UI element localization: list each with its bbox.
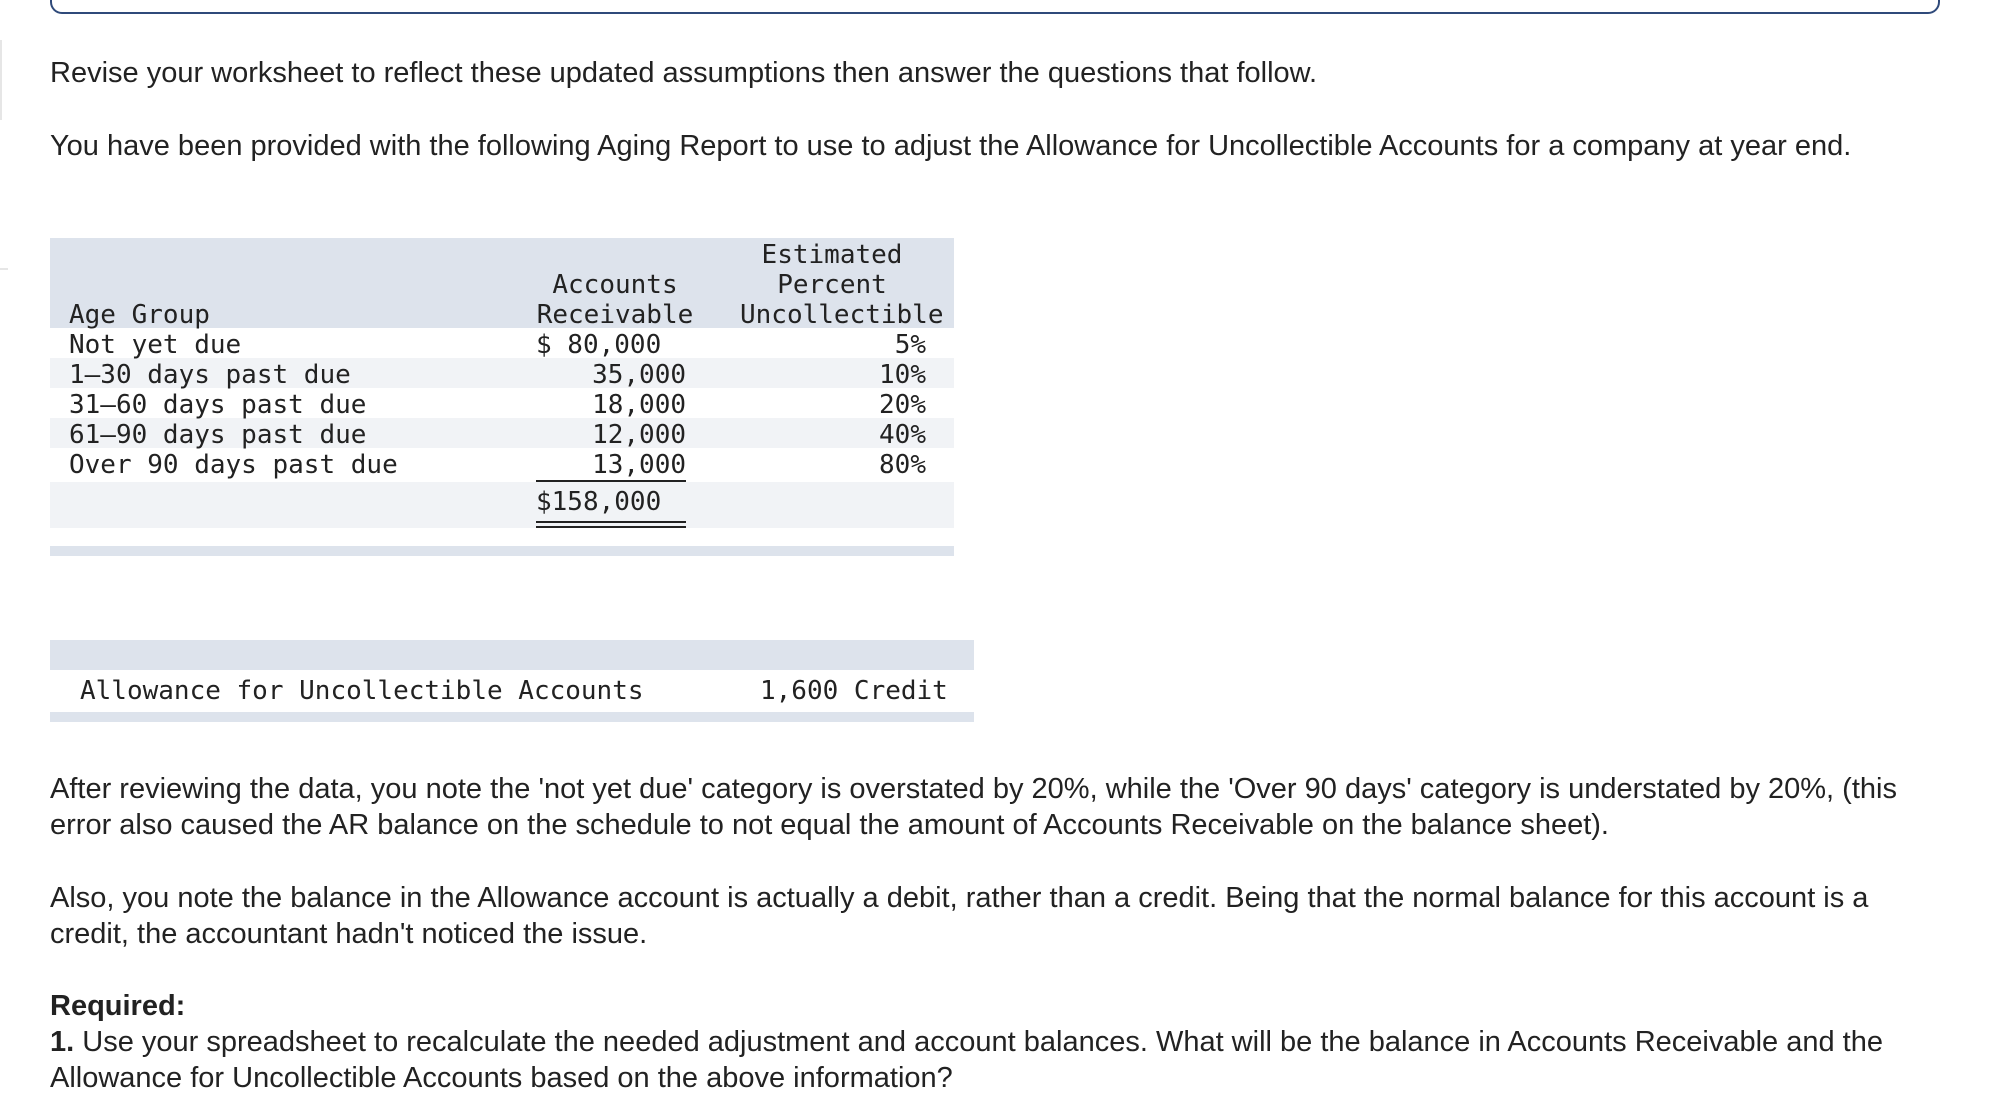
total-row-background (50, 482, 954, 528)
allowance-table (50, 640, 974, 722)
row-ar: 18,000 (592, 390, 686, 420)
row-pct: 40% (879, 420, 926, 450)
context-text: You have been provided with the following Aging Report to use to adjust the Allowance for Uncollectible Accounts for a company at year end. (50, 130, 1852, 162)
header-age-group: Age Group (69, 300, 210, 330)
row-pct: 10% (879, 360, 926, 390)
left-edge-tick (0, 268, 8, 270)
allowance-bottom-bar (50, 712, 974, 722)
header-ar-line1: Accounts (552, 270, 678, 300)
previous-panel-border (50, 0, 1940, 14)
row-age: 31–60 days past due (69, 390, 367, 420)
total-ar: $158,000 (536, 487, 662, 517)
row-ar: 35,000 (592, 360, 686, 390)
row-ar: 13,000 (592, 450, 686, 480)
header-pct-line3: Uncollectible (740, 300, 944, 330)
note-overstated-text: After reviewing the data, you note the 'not yet due' category is overstated by 20%, while the 'Over 90 days' category is understated by 20%, (this error also caused the AR balance on the schedule to not equal the amount of Accounts Receivable on the balance sheet). (50, 773, 1897, 841)
subtotal-underline (536, 480, 686, 482)
allowance-header-background (50, 640, 974, 670)
row-age: 61–90 days past due (69, 420, 367, 450)
total-double-underline (536, 521, 686, 523)
left-edge-rule (0, 40, 2, 120)
aging-report-table (50, 238, 954, 528)
question-text: Use your spreadsheet to recalculate the needed adjustment and account balances. What will be the balance in Accounts Receivable and the Allowance for Uncollectible Accounts based on the above information? (50, 1026, 1883, 1094)
question-number: 1. (50, 1026, 75, 1058)
total-double-underline (536, 526, 686, 528)
row-age: 1–30 days past due (69, 360, 351, 390)
table-divider-bar (50, 546, 954, 556)
row-ar: 12,000 (592, 420, 686, 450)
row-pct: 80% (879, 450, 926, 480)
note-debit-balance-text: Also, you note the balance in the Allowance account is actually a debit, rather than a credit. Being that the normal balance for this account is a credit, the accountant hadn't noticed the issue. (50, 882, 1869, 950)
required-label: Required: (50, 990, 186, 1022)
required-section (50, 988, 1940, 1096)
row-pct: 20% (879, 390, 926, 420)
header-pct-line2: Percent (777, 270, 887, 300)
row-pct: 5% (894, 330, 926, 360)
allowance-balance: 1,600 Credit (760, 676, 948, 706)
row-age: Over 90 days past due (69, 450, 398, 480)
row-ar: $ 80,000 (536, 330, 662, 360)
allowance-label: Allowance for Uncollectible Accounts (80, 676, 644, 706)
header-ar-line2: Receivable (536, 300, 694, 330)
header-pct-line1: Estimated (761, 240, 903, 270)
row-age: Not yet due (69, 330, 242, 360)
required-question-1 (50, 1024, 1940, 1096)
intro-text: Revise your worksheet to reflect these updated assumptions then answer the questions that follow. (50, 57, 1318, 89)
